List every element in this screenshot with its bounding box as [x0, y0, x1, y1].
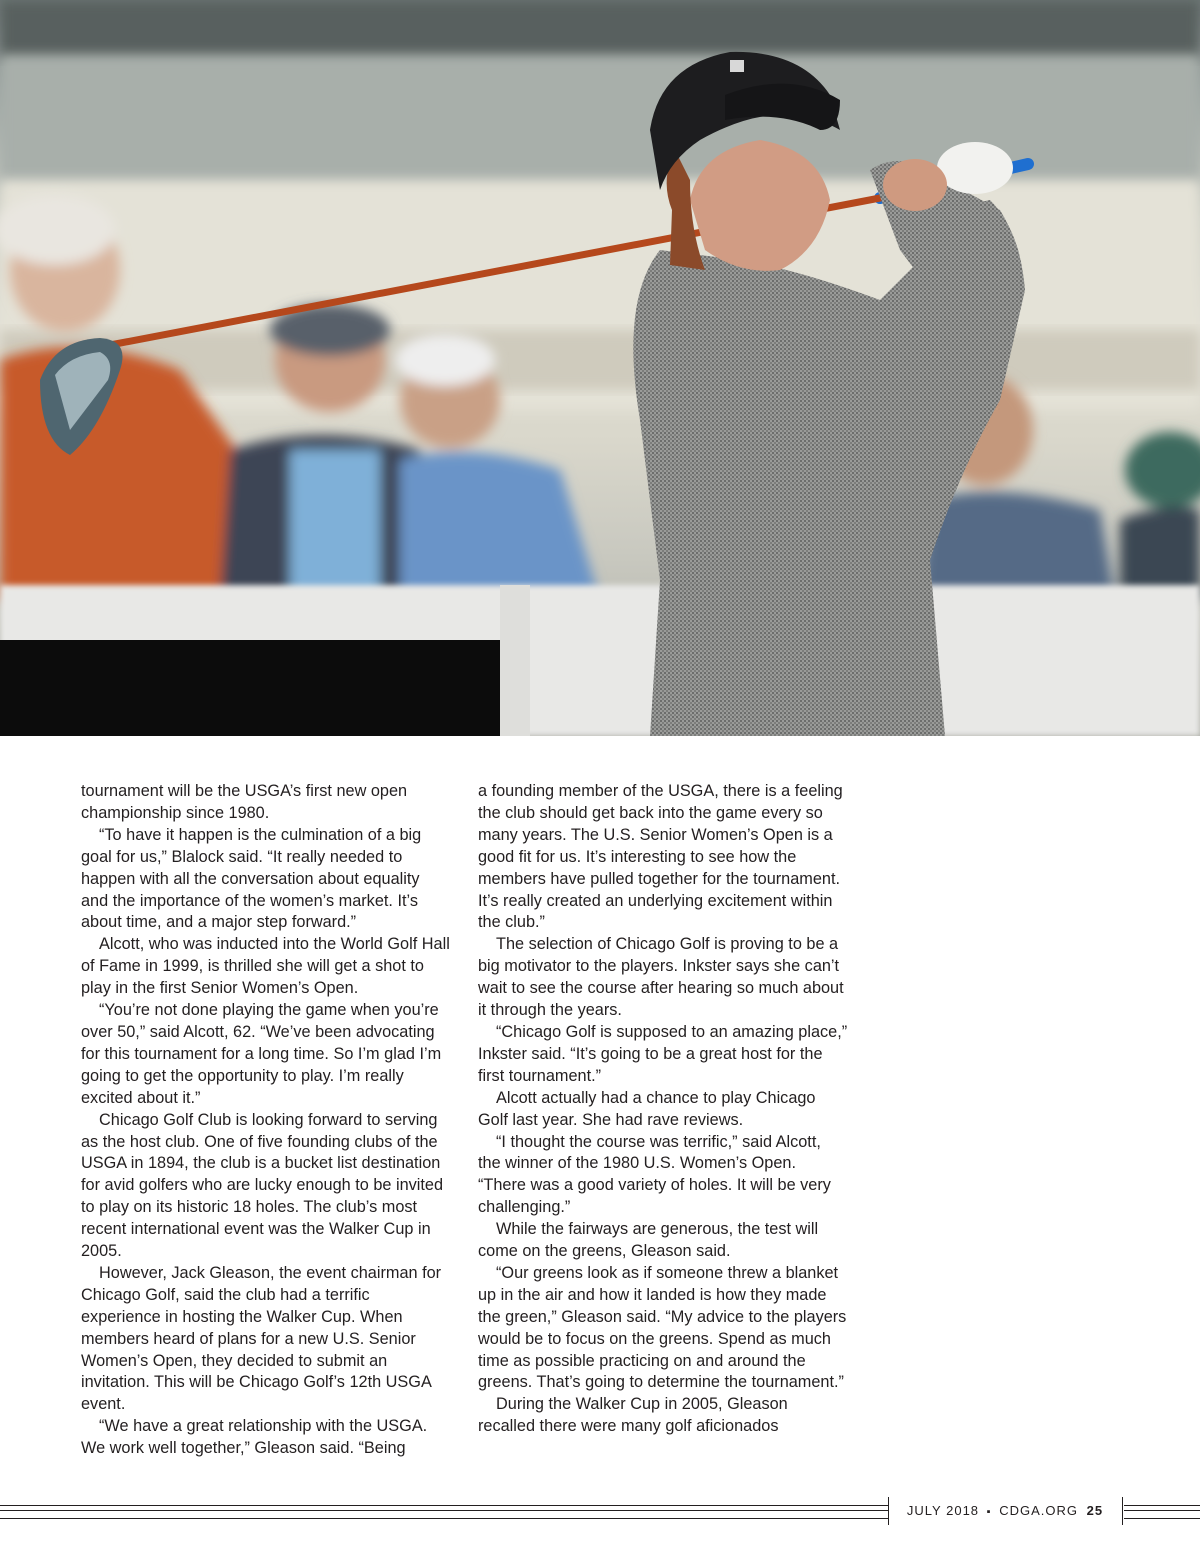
- page-footer: [888, 1503, 1122, 1518]
- paragraph: “To have it happen is the culmination of a big goal for us,” Blalock said. “It really needed to happen with all the conversation about equality and the importance of the women’s market. It’s about time, and a major step forward.”: [81, 825, 422, 932]
- website-link[interactable]: CDGA.ORG: [999, 1503, 1078, 1518]
- paragraph: “I thought the course was terrific,” said Alcott, the winner of the 1980 U.S. Women’s Open. “There was a good variety of holes. It will be very challenging.”: [478, 1132, 831, 1217]
- paragraph: During the Walker Cup in 2005, Gleason recalled there were many golf aficionados: [478, 1395, 788, 1436]
- article-column-right: [478, 781, 848, 1438]
- hero-photo: [0, 0, 1200, 736]
- paragraph: While the fairways are generous, the test will come on the greens, Gleason said.: [478, 1220, 819, 1261]
- paragraph: However, Jack Gleason, the event chairman for Chicago Golf, said the club had a terrific experience in hosting the Walker Cup. When members heard of plans for a new U.S. Senior Women’s Open, they decided to submit an invitation. This will be Chicago Golf’s 12th USGA event.: [81, 1263, 442, 1414]
- paragraph: “Chicago Golf is supposed to an amazing place,” Inkster said. “It’s going to be a great host for the first tournament.”: [478, 1022, 848, 1085]
- paragraph: “Our greens look as if someone threw a blanket up in the air and how it landed is how they made the green,” Gleason said. “My advice to the players would be to focus on the greens. Spend as much time as possible practicing on and around the greens. That’s going to determine the tournament.”: [478, 1263, 847, 1392]
- paragraph: Chicago Golf Club is looking forward to serving as the host club. One of five founding clubs of the USGA in 1894, the club is a bucket list destination for avid golfers who are lucky enough to be invited to play on its historic 18 holes. The club’s most recent international event was the Walker Cup in 2005.: [81, 1110, 444, 1261]
- golfer-swing-illustration: [0, 0, 1200, 736]
- paragraph: tournament will be the USGA’s first new open championship since 1980.: [81, 782, 408, 822]
- article-column-left: [81, 781, 451, 1460]
- footer-rule-right: [1124, 1505, 1200, 1519]
- paragraph: Alcott actually had a chance to play Chicago Golf last year. She had rave reviews.: [478, 1088, 816, 1129]
- paragraph: “You’re not done playing the game when you’re over 50,” said Alcott, 62. “We’ve been advocating for this tournament for a long time. So I’m glad I’m going to get the opportunity to play. I’m really excited about it.”: [81, 1001, 442, 1107]
- issue-date: JULY 2018: [906, 1503, 980, 1518]
- page-number: 25: [1086, 1503, 1104, 1518]
- paragraph: “We have a great relationship with the USGA. We work well together,” Gleason said. “Being: [81, 1417, 428, 1458]
- footer-rule-left: [0, 1505, 888, 1519]
- paragraph: Alcott, who was inducted into the World Golf Hall of Fame in 1999, is thrilled she will get a shot to play in the first Senior Women’s Open.: [81, 935, 450, 998]
- footer-divider: [1122, 1497, 1123, 1525]
- paragraph: The selection of Chicago Golf is proving to be a big motivator to the players. Inkster says she can’t wait to see the course after hearing so much about it through the years.: [478, 935, 844, 1020]
- paragraph: a founding member of the USGA, there is a feeling the club should get back into the game every so many years. The U.S. Senior Women’s Open is a good fit for us. It’s interesting to see how the members have pulled together for the tournament. It’s really created an underlying excitement within the club.”: [478, 782, 843, 932]
- bullet-icon: ▪: [986, 1506, 992, 1518]
